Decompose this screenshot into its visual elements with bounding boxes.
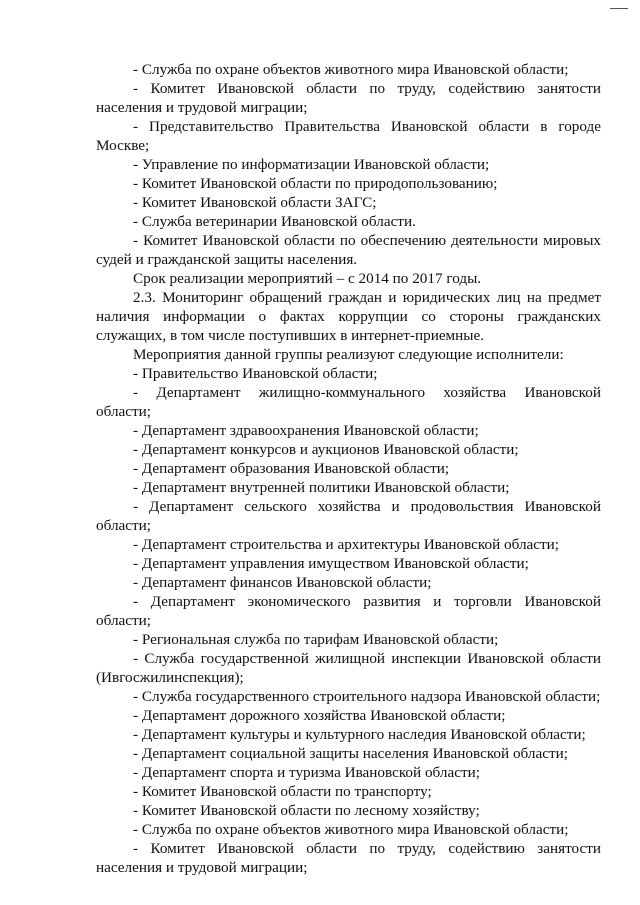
executor-item: - Служба государственной жилищной инспекции Ивановской области (Ивгосжилинспекция); [96,650,601,686]
list-item-3: - Представительство Правительства Ивановской области в городе Москве; [96,118,601,154]
list-item-4: - Управление по информатизации Ивановской области; [133,156,490,173]
executor-item: - Департамент дорожного хозяйства Ивановской области; [133,707,506,724]
executor-item: - Комитет Ивановской области по труду, содействию занятости населения и трудовой миграции; [96,840,601,876]
list-item-1: - Служба по охране объектов животного мира Ивановской области; [133,61,569,78]
list-item-5: - Комитет Ивановской области по природопользованию; [133,175,498,192]
executor-item: - Комитет Ивановской области по транспорту; [133,783,432,800]
executor-item: - Департамент строительства и архитектуры Ивановской области; [133,536,560,553]
executors-intro: Мероприятия данной группы реализуют следующие исполнители: [133,346,564,363]
list-item-8: - Комитет Ивановской области по обеспечению деятельности мировых судей и гражданской защиты населения. [96,232,601,268]
executor-item: - Служба по охране объектов животного мира Ивановской области; [133,821,569,838]
executor-item: - Департамент здравоохранения Ивановской области; [133,422,479,439]
list-item-6: - Комитет Ивановской области ЗАГС; [133,194,377,211]
executor-item: - Департамент управления имуществом Ивановской области; [133,555,529,572]
executor-item: - Департамент образования Ивановской области; [133,460,450,477]
executor-item: - Правительство Ивановской области; [133,365,378,382]
executor-item: - Департамент культуры и культурного наследия Ивановской области; [133,726,586,743]
executor-item: - Департамент социальной защиты населения Ивановской области; [133,745,568,762]
section-2-3-paragraph: 2.3. Мониторинг обращений граждан и юридических лиц на предмет наличия информации о фактах коррупции со стороны гражданских служащих, в том числе поступивших в интернет-приемные. [96,289,601,344]
document-body [96,60,601,877]
executor-item: - Региональная служба по тарифам Ивановской области; [133,631,499,648]
executor-item: - Комитет Ивановской области по лесному хозяйству; [133,802,480,819]
executor-item: - Департамент конкурсов и аукционов Ивановской области; [133,441,519,458]
executor-item: - Департамент финансов Ивановской области; [133,574,432,591]
executor-item: - Служба государственного строительного надзора Ивановской области; [133,688,601,705]
executor-item: - Департамент экономического развития и торговли Ивановской области; [96,593,601,629]
list-item-7: - Служба ветеринарии Ивановской области. [133,213,416,230]
corner-mark [610,8,628,9]
executor-item: - Департамент сельского хозяйства и продовольствия Ивановской области; [96,498,601,534]
executor-item: - Департамент внутренней политики Ивановской области; [133,479,510,496]
list-item-2: - Комитет Ивановской области по труду, содействию занятости населения и трудовой миграции; [96,80,601,116]
executor-item: - Департамент спорта и туризма Ивановской области; [133,764,480,781]
deadline-paragraph: Срок реализации мероприятий – с 2014 по 2017 годы. [133,270,482,287]
executor-item: - Департамент жилищно-коммунального хозяйства Ивановской области; [96,384,601,420]
